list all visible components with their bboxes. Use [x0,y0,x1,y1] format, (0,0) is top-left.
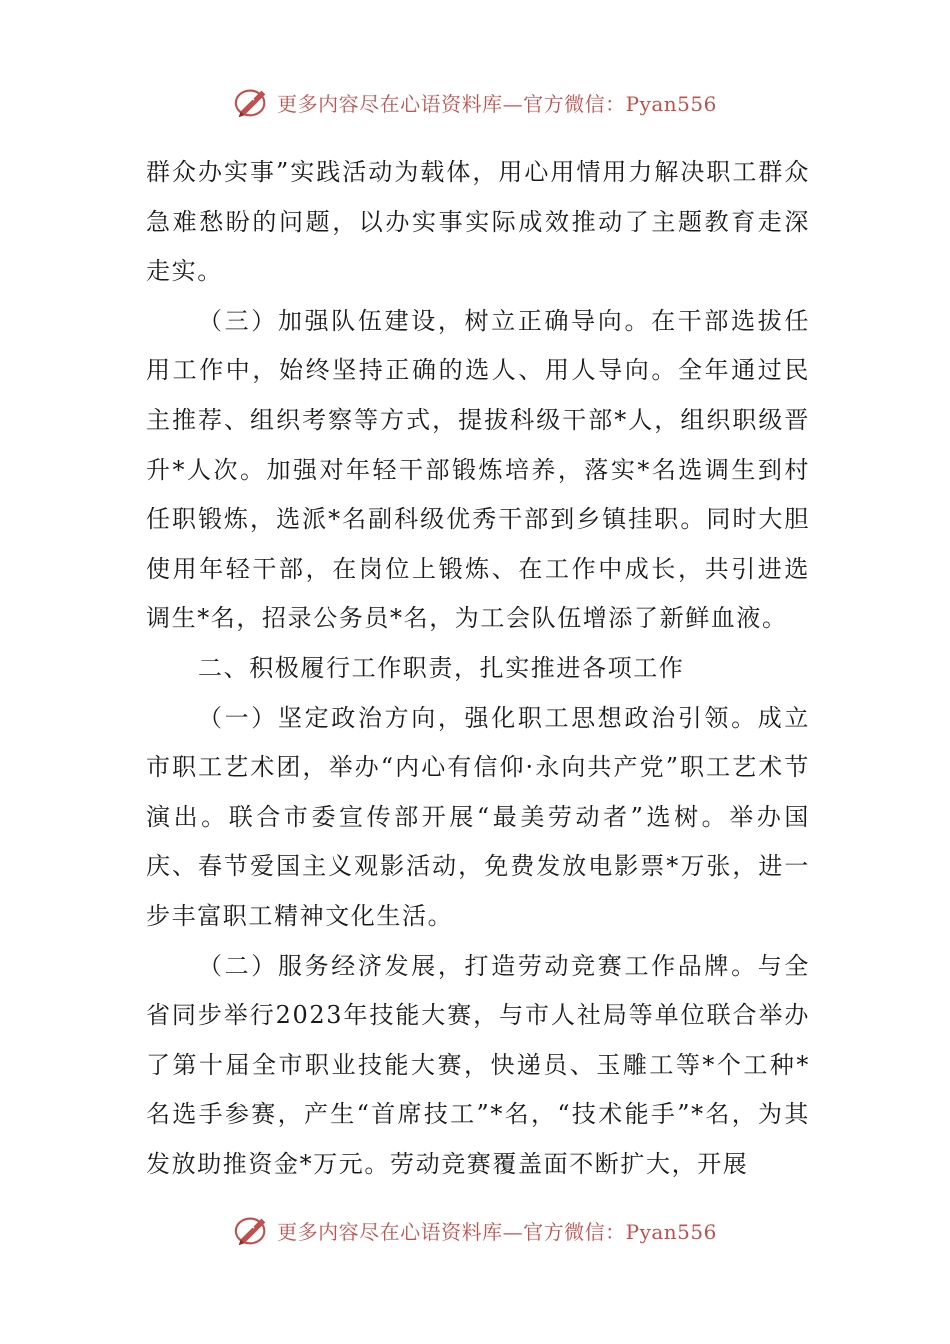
section-heading-duties: 二、积极履行工作职责，扎实推进各项工作 [198,653,685,682]
document-body [146,148,810,1189]
pen-logo-icon [233,1211,271,1249]
paragraph-economic-development: （二）服务经济发展，打造劳动竞赛工作品牌。与全省同步举行2023年技能大赛，与市人社局等单位联合举办了第十届全市职业技能大赛，快递员、玉雕工等*个工种*名选手参赛，产生“首席技工”*名，“技术能手”*名，为其发放助推资金*万元。劳动竞赛覆盖面不断扩大，开展 [146,951,810,1178]
watermark-text: 更多内容尽在心语资料库—官方微信：Pyan556 [277,1219,717,1244]
paragraph-political-direction: （一）坚定政治方向，强化职工思想政治引领。成立市职工艺术团，举办“内心有信仰·永向共产党”职工艺术节演出。联合市委宣传部开展“最美劳动者”选树。举办国庆、春节爱国主义观影活动，免费发放电影票*万张，进一步丰富职工精神文化生活。 [146,703,810,930]
paragraph-team-building: （三）加强队伍建设，树立正确导向。在干部选拔任用工作中，始终坚持正确的选人、用人导向。全年通过民主推荐、组织考察等方式，提拔科级干部*人，组织职级晋升*人次。加强对年轻干部锻炼培养，落实*名选调生到村任职锻炼，选派*名副科级优秀干部到乡镇挂职。同时大胆使用年轻干部，在岗位上锻炼、在工作中成长，共引进选调生*名，招录公务员*名，为工会队伍增添了新鲜血液。 [146,306,810,633]
paragraph-continuation: 群众办实事”实践活动为载体，用心用情用力解决职工群众急难愁盼的问题，以办实事实际成效推动了主题教育走深走实。 [146,158,810,286]
watermark-footer [0,1210,950,1250]
watermark-header [0,82,950,122]
pen-logo-icon [233,83,271,121]
watermark-text: 更多内容尽在心语资料库—官方微信：Pyan556 [277,91,717,116]
